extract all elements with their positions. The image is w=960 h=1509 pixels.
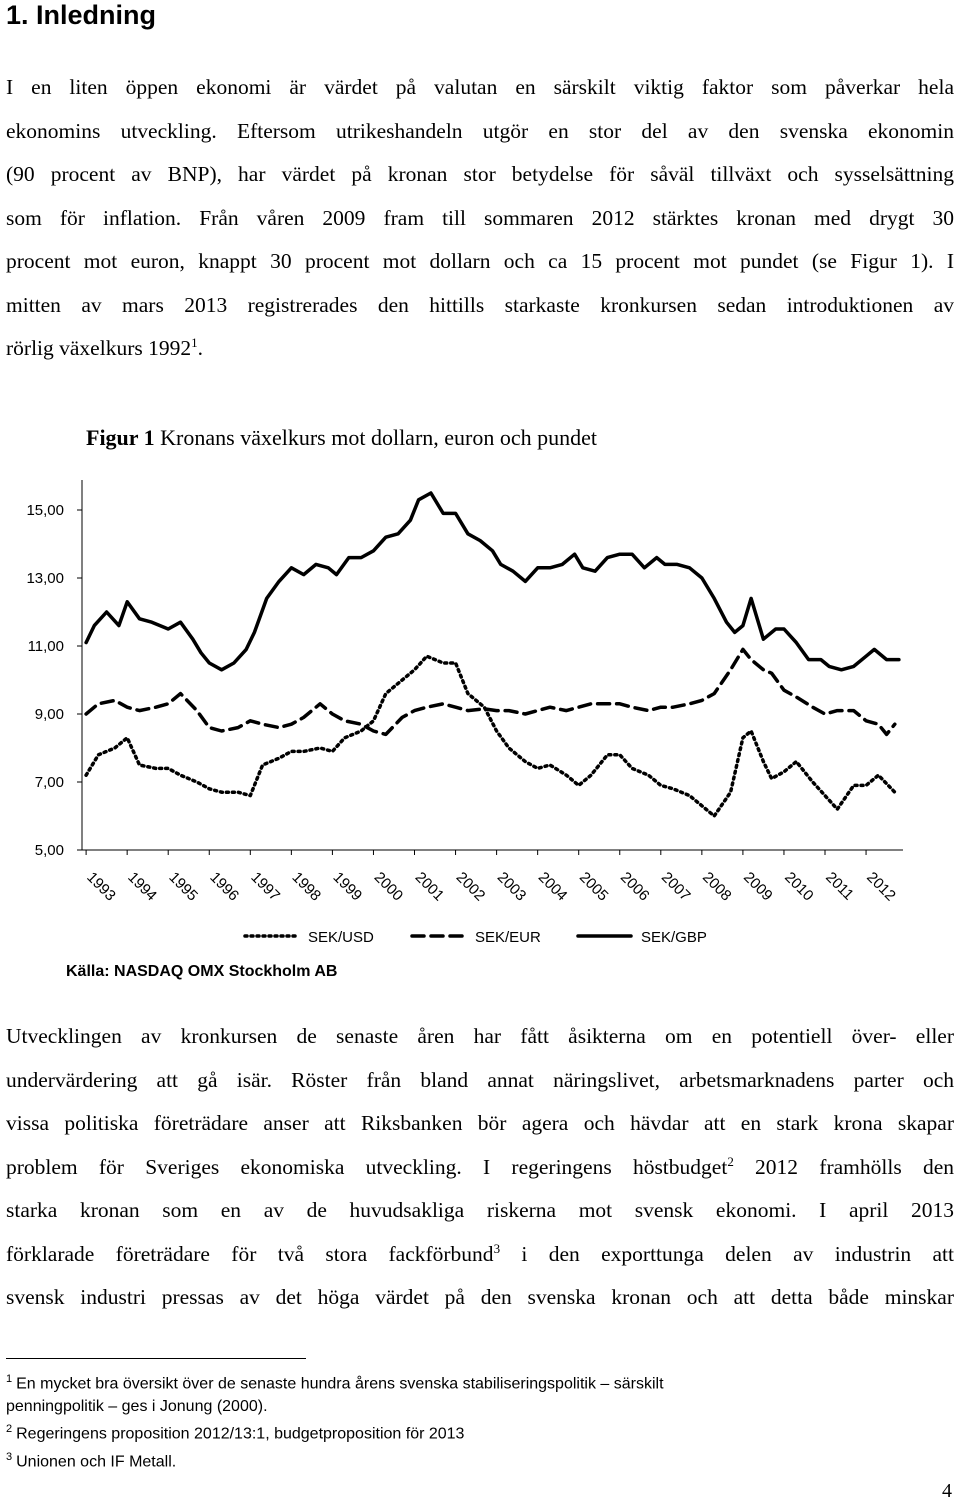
paragraph-line: (90 procent av BNP), har värdet på kronan stor betydelse för såväl tillväxt och sysselsättning [6, 162, 954, 186]
footnote-3 [6, 1446, 664, 1473]
footnote-text: Regeringens proposition 2012/13:1, budgetproposition för 2013 [16, 1425, 465, 1443]
paragraph-line: starka kronan som en av de huvudsakliga riskerna mot svensk ekonomi. I april 2013 [6, 1198, 954, 1222]
paragraph-text: problem för Sveriges ekonomiska utveckling. I regeringens höstbudget [6, 1154, 728, 1179]
footnote-number: 1 [6, 1373, 13, 1385]
paragraph-line: Utvecklingen av kronkursen de senaste åren har fått åsikterna om en potentiell över- eller [6, 1024, 954, 1048]
figure-label: Figur 1 [86, 425, 155, 450]
footnote-ref: 3 [493, 1240, 501, 1256]
y-tick-label: 15,00 [26, 502, 64, 519]
footnote-1-cont: penningpolitik – ges i Jonung (2000). [6, 1398, 268, 1416]
paragraph-text: i den exporttunga delen av industrin att [500, 1241, 955, 1266]
series-group [86, 493, 899, 816]
footnote-ref: 1 [191, 334, 198, 350]
x-tick-label: 1994 [124, 868, 160, 905]
y-tick-label: 5,00 [34, 842, 64, 859]
x-tick-label: 2003 [493, 868, 530, 905]
y-tick-label: 9,00 [34, 706, 64, 723]
y-tick-label: 7,00 [34, 774, 64, 791]
page-number: 4 [942, 1480, 952, 1502]
legend-label: SEK/EUR [475, 929, 541, 946]
paragraph-line: procent mot euron, knappt 30 procent mot dollarn och ca 15 procent mot pundet (se Figur 1). I [6, 249, 954, 273]
x-tick-label: 1995 [165, 868, 201, 905]
series-line-sek-gbp [86, 493, 899, 670]
paragraph-line [6, 327, 954, 371]
series-line-sek-usd [86, 656, 895, 816]
x-tick-label: 1993 [83, 868, 119, 905]
x-tick-label: 2006 [616, 868, 653, 905]
x-tick-label: 2005 [575, 868, 612, 905]
x-axis [82, 850, 903, 904]
y-axis [26, 480, 82, 859]
x-tick-label: 2010 [781, 868, 817, 905]
paragraph-line [6, 1146, 954, 1190]
paragraph-line: ekonomins utveckling. Eftersom utrikeshandeln utgör en stor del av den svenska ekonomin [6, 118, 954, 143]
section-heading: 1. Inledning [6, 0, 157, 30]
x-tick-label: 1996 [206, 868, 243, 905]
x-tick-label: 2002 [452, 868, 489, 905]
paragraph-line: vissa politiska företrädare anser att Riksbanken bör agera och hävdar att en stark krona skapar [6, 1111, 954, 1135]
footnote-2 [6, 1418, 664, 1445]
paragraph-text: 2012 framhölls den [733, 1154, 954, 1179]
x-tick-label: 2009 [740, 868, 776, 905]
paragraph-line: undervärdering att gå isär. Röster från bland annat näringslivet, arbetsmarknadens parter och [6, 1067, 954, 1092]
paragraph-text: . [197, 336, 203, 360]
legend-label: SEK/GBP [641, 929, 707, 946]
paragraph-line: mitten av mars 2013 registrerades den hittills starkaste kronkursen sedan introduktionen av [6, 292, 954, 317]
x-tick-label: 2007 [657, 868, 694, 905]
x-tick-label: 1998 [288, 868, 325, 905]
footnote-divider [6, 1358, 306, 1359]
y-tick-label: 11,00 [27, 638, 64, 655]
paragraph-line [6, 1233, 954, 1277]
legend [245, 929, 707, 946]
x-tick-label: 2008 [699, 868, 735, 905]
figure-source: Källa: NASDAQ OMX Stockholm AB [66, 963, 338, 980]
x-tick-label: 2012 [863, 868, 899, 905]
x-tick-label: 2001 [411, 868, 448, 905]
footnote-number: 2 [6, 1423, 13, 1436]
figure-title: Kronans växelkurs mot dollarn, euron och pundet [154, 425, 597, 450]
intro-paragraph [6, 66, 954, 371]
paragraph-line: I en liten öppen ekonomi är värdet på valutan en särskilt viktig faktor som påverkar hela [6, 75, 954, 99]
x-tick-label: 1997 [247, 868, 284, 905]
x-tick-label: 2011 [822, 868, 858, 904]
footnote-1 [6, 1368, 664, 1395]
body-paragraph [6, 1015, 954, 1320]
x-tick-label: 2004 [534, 868, 571, 905]
paragraph-text: förklarade företrädare för två stora fackförbund [6, 1241, 494, 1266]
footnotes [6, 1368, 664, 1473]
footnote-text: En mycket bra översikt över de senaste hundra årens svenska stabiliseringspolitik – särskilt [16, 1375, 664, 1393]
legend-label: SEK/USD [308, 929, 374, 946]
footnote-ref: 2 [727, 1153, 734, 1169]
x-tick-label: 2000 [370, 868, 407, 905]
y-tick-label: 13,00 [26, 570, 64, 587]
paragraph-line: svensk industri pressas av det höga värdet på den svenska kronan och att detta både minskar [6, 1285, 954, 1309]
footnote-text: Unionen och IF Metall. [16, 1452, 177, 1470]
exchange-rate-chart [0, 470, 960, 950]
x-tick-label: 1999 [329, 868, 366, 905]
figure-caption [86, 425, 597, 451]
footnote-number: 3 [6, 1450, 13, 1463]
paragraph-text: rörlig växelkurs 1992 [6, 336, 192, 360]
paragraph-line: som för inflation. Från våren 2009 fram till sommaren 2012 stärktes kronan med drygt 30 [6, 205, 954, 230]
